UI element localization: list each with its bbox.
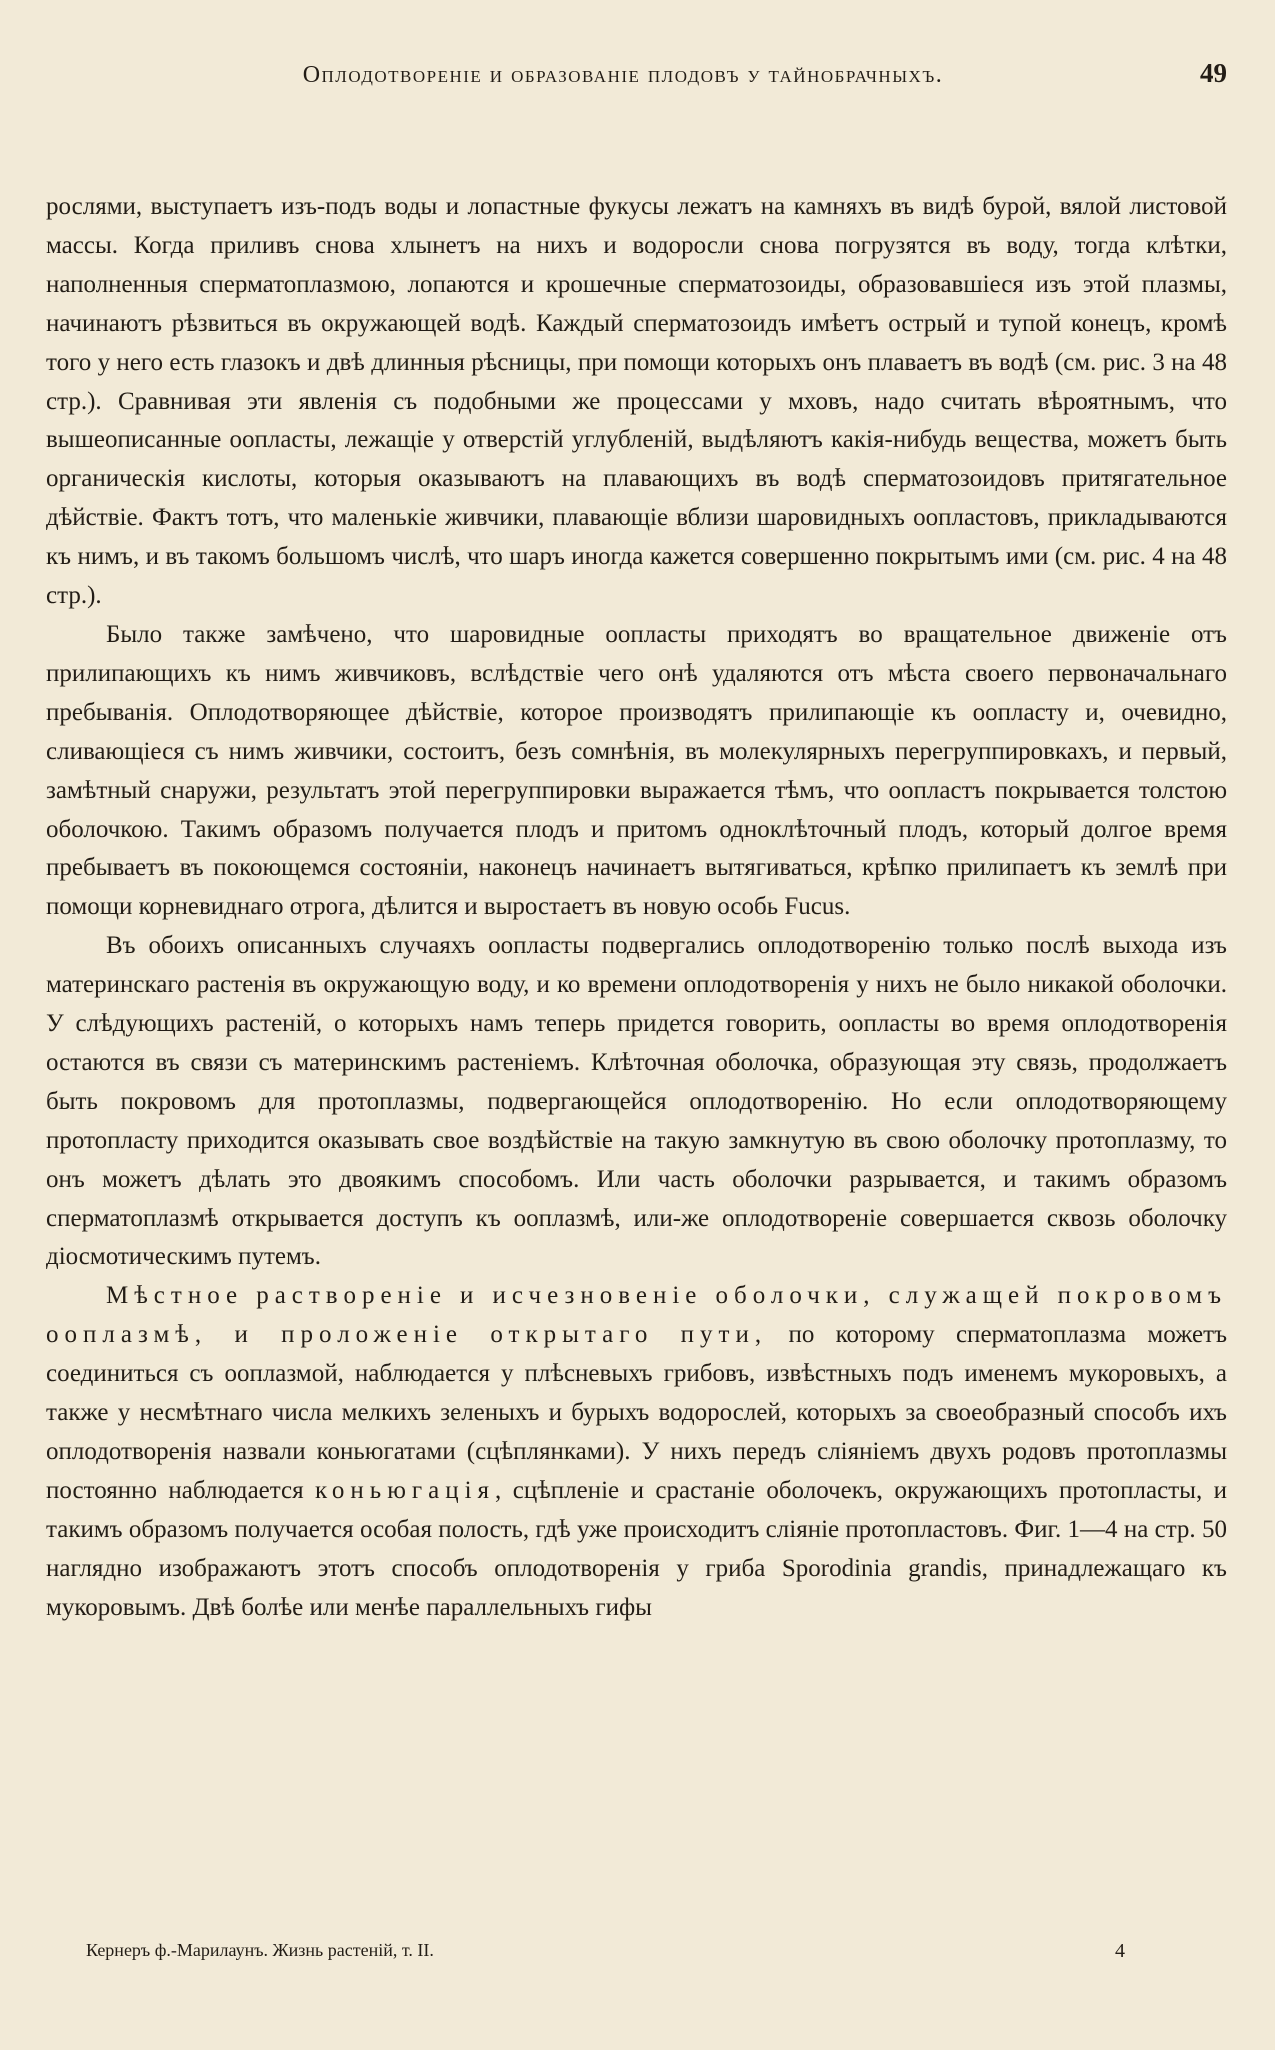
spaced-emphasis: Мѣстное раствореніе и исчезновеніе оболочки, служащей покровомъ ооплазмѣ, и проложеніе открытаго пути,: [46, 1282, 1227, 1349]
page-footer: [86, 1940, 1125, 1963]
paragraph-4-end: , сцѣпленіе и срастаніе оболочекъ, окружающихъ протопласты, и такимъ образомъ получается особая полость, гдѣ уже происходитъ сліяніе протопластовъ. Фиг. 1—4 на стр. 50 наглядно изображаютъ этотъ способъ оплодотворенія у гриба Sporodinia grandis, принадлежащаго къ мукоровымъ. Двѣ болѣе или менѣе параллельныхъ гифы: [46, 1476, 1228, 1621]
footer-book-title: Кернеръ ф.-Марилаунъ. Жизнь растеній, т. II.: [86, 1940, 434, 1960]
paragraph-4-text: по которому сперматоплазма можетъ соединиться съ ооплазмой, наблюдается у плѣсневыхъ грибовъ, извѣстныхъ подъ именемъ мукоровыхъ, а также у несмѣтнаго числа мелкихъ зеленыхъ и бурыхъ водорослей, которыхъ за своеобразный способъ ихъ оплодотворенія назвали коньюгатами (сцѣплянками). У нихъ передъ сліяніемъ двухъ родовъ протоплазмы постоянно наблюдается: [46, 1321, 1227, 1504]
paragraph-1: рослями, выступаетъ изъ-подъ воды и лопастные фукусы лежатъ на камняхъ въ видѣ бурой, вялой листовой массы. Когда приливъ снова хлынетъ на нихъ и водоросли снова погрузятся въ воду, тогда клѣтки, наполненныя сперматоплазмою, лопаются и крошечные сперматозоиды, образовавшіеся изъ этой плазмы, начинаютъ рѣзвиться въ окружающей водѣ. Каждый сперматозоидъ имѣетъ острый и тупой конецъ, кромѣ того у него есть глазокъ и двѣ длинныя рѣсницы, при помощи которыхъ онъ плаваетъ въ водѣ (см. рис. 3 на 48 стр.). Сравнивая эти явленія съ подобными же процессами у мховъ, надо считать вѣроятнымъ, что вышеописанные оопласты, лежащіе у отверстій углубленій, выдѣляютъ какія-нибудь вещества, можетъ быть органическія кислоты, которыя оказываютъ на плавающихъ въ водѣ сперматозоидовъ притягательное дѣйствіе. Фактъ тотъ, что маленькіе живчики, плавающіе вблизи шаровидныхъ оопластовъ, прикладываются къ нимъ, и въ такомъ большомъ числѣ, что шаръ иногда кажется совершенно покрытымъ ими (см. рис. 4 на 48 стр.).: [46, 193, 1227, 610]
running-head-title: Оплодотвореніе и образованіе плодовъ у тайнобрачныхъ.: [302, 62, 944, 88]
body-text: [46, 188, 1227, 1628]
paragraph-3: Въ обоихъ описанныхъ случаяхъ оопласты подвергались оплодотворенію только послѣ выхода изъ материнскаго растенія въ окружающую воду, и ко времени оплодотворенія у нихъ не было никакой оболочки. У слѣдующихъ растеній, о которыхъ намъ теперь придется говорить, оопласты во время оплодотворенія остаются въ связи съ материнскимъ растеніемъ. Клѣточная оболочка, образующая эту связь, продолжаетъ быть покровомъ для протоплазмы, подвергающейся оплодотворенію. Но если оплодотворяющему протопласту приходится оказывать свое воздѣйствіе на такую замкнутую въ свою оболочку протоплазму, то онъ можетъ дѣлать это двоякимъ способомъ. Или часть оболочки разрывается, и такимъ образомъ сперматоплазмѣ открывается доступъ къ ооплазмѣ, или-же оплодотвореніе совершается сквозь оболочку діосмотическимъ путемъ.: [46, 932, 1227, 1271]
paragraph-4: [46, 1277, 1227, 1627]
signature-mark: 4: [1115, 1940, 1125, 1962]
spaced-term: коньюгація: [315, 1476, 496, 1504]
paragraph-2: Было также замѣчено, что шаровидные оопласты приходятъ во вращательное движеніе отъ прилипающихъ къ нимъ живчиковъ, вслѣдствіе чего онѣ удаляются отъ мѣста своего первоначальнаго пребыванія. Оплодотворяющее дѣйствіе, которое производятъ прилипающіе къ оопласту и, очевидно, сливающіеся съ нимъ живчики, состоитъ, безъ сомнѣнія, въ молекулярныхъ перегруппировкахъ, и первый, замѣтный снаружи, результатъ этой перегруппировки выражается тѣмъ, что оопластъ покрывается толстою оболочкою. Такимъ образомъ получается плодъ и притомъ одноклѣточный плодъ, который долгое время пребываетъ въ покоющемся состояніи, наконецъ начинаетъ вытягиваться, крѣпко прилипаетъ къ землѣ при помощи корневиднаго отрога, дѣлится и выростаетъ въ новую особь Fucus.: [46, 620, 1227, 921]
running-head: [46, 58, 1227, 108]
page-number: 49: [1200, 58, 1227, 88]
